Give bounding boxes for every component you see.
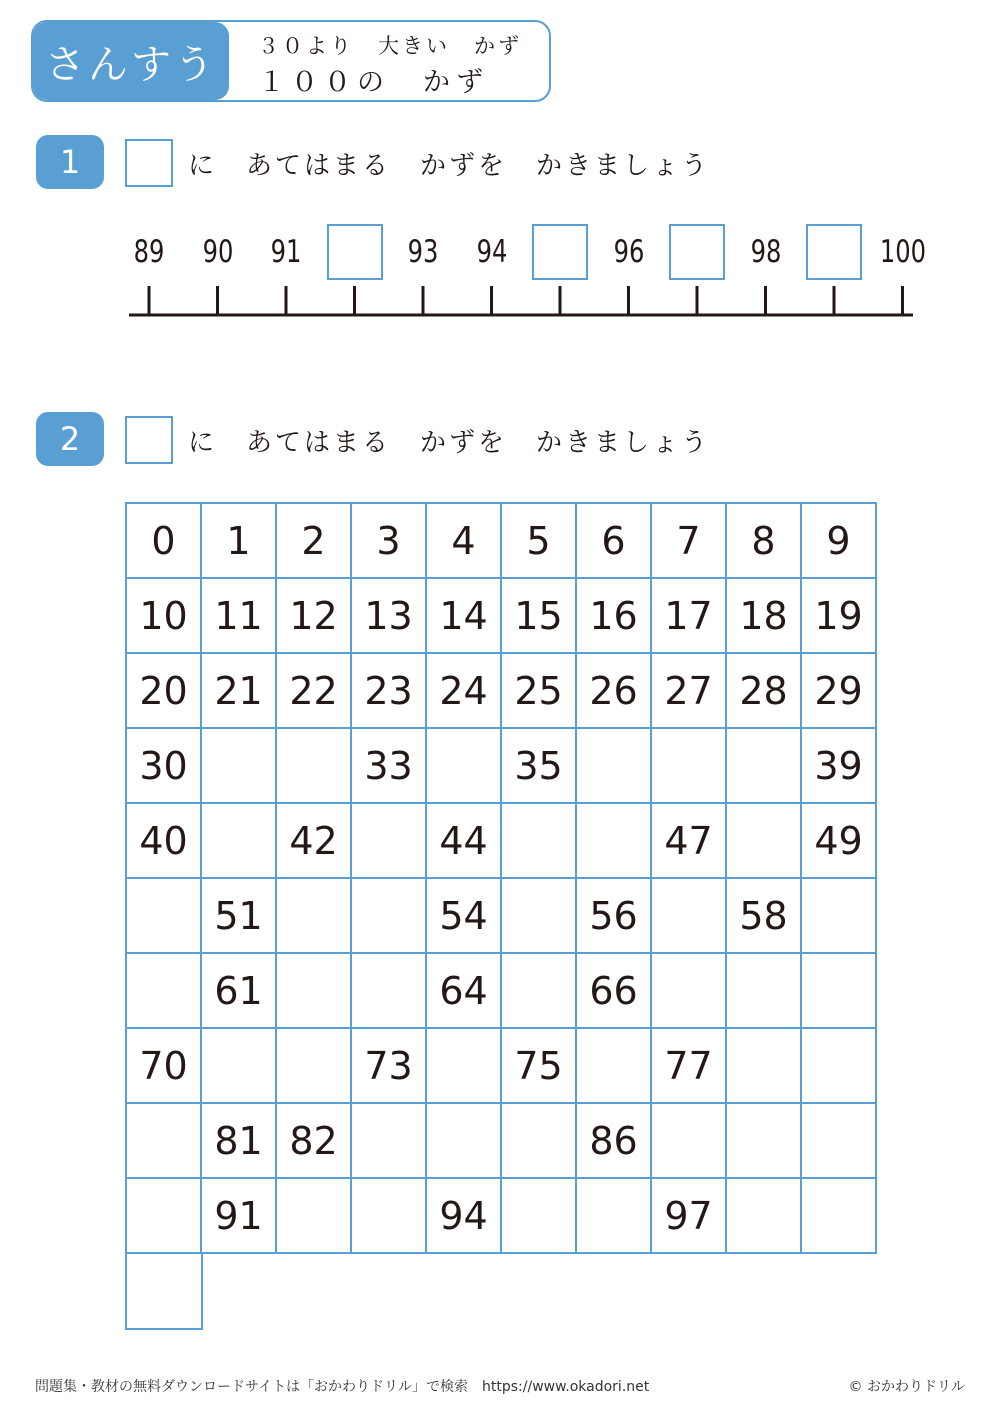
grid-answer-cell[interactable] (127, 879, 202, 954)
grid-number-cell: 51 (202, 879, 277, 954)
grid-answer-cell[interactable] (277, 954, 352, 1029)
grid-number-cell: 77 (652, 1029, 727, 1104)
grid-number-cell: 40 (127, 804, 202, 879)
grid-number-cell: 14 (427, 579, 502, 654)
grid-number-cell: 44 (427, 804, 502, 879)
grid-number-cell: 75 (502, 1029, 577, 1104)
subject-label: さんすう (33, 22, 229, 100)
grid-number-cell: 28 (727, 654, 802, 729)
question-2-box-icon (125, 416, 173, 464)
grid-answer-cell[interactable] (502, 1179, 577, 1254)
grid-number-cell: 82 (277, 1104, 352, 1179)
grid-answer-cell[interactable] (727, 804, 802, 879)
grid-answer-cell[interactable] (577, 729, 652, 804)
grid-number-cell: 10 (127, 579, 202, 654)
grid-number-cell: 42 (277, 804, 352, 879)
grid-number-cell: 12 (277, 579, 352, 654)
grid-answer-cell[interactable] (727, 1104, 802, 1179)
grid-number-cell: 30 (127, 729, 202, 804)
question-2-instruction: に あてはまる かずを かきましょう (188, 428, 711, 458)
grid-number-cell: 6 (577, 504, 652, 579)
grid-answer-cell[interactable] (277, 1179, 352, 1254)
grid-answer-cell[interactable] (802, 1029, 877, 1104)
grid-number-cell: 54 (427, 879, 502, 954)
number-line-label: 90 (202, 234, 233, 270)
number-line-label: 98 (750, 234, 781, 270)
grid-number-cell: 8 (727, 504, 802, 579)
grid-number-cell: 47 (652, 804, 727, 879)
grid-number-cell: 0 (127, 504, 202, 579)
answer-cell-100[interactable] (125, 1253, 203, 1330)
grid-number-cell: 66 (577, 954, 652, 1029)
grid-number-cell: 3 (352, 504, 427, 579)
footer-site-text: 問題集・教材の無料ダウンロードサイトは「おかわりドリル」で検索 https://www.okadori.net (35, 1379, 650, 1395)
grid-answer-cell[interactable] (652, 729, 727, 804)
number-line-label: 96 (613, 234, 644, 270)
grid-number-cell: 70 (127, 1029, 202, 1104)
grid-answer-cell[interactable] (727, 1029, 802, 1104)
grid-answer-cell[interactable] (202, 729, 277, 804)
grid-answer-cell[interactable] (202, 1029, 277, 1104)
grid-answer-cell[interactable] (727, 1179, 802, 1254)
grid-answer-cell[interactable] (502, 1104, 577, 1179)
number-line-answer-box[interactable] (532, 224, 588, 280)
grid-answer-cell[interactable] (577, 804, 652, 879)
grid-answer-cell[interactable] (277, 729, 352, 804)
grid-number-cell: 64 (427, 954, 502, 1029)
grid-answer-cell[interactable] (127, 1104, 202, 1179)
grid-answer-cell[interactable] (652, 1104, 727, 1179)
grid-answer-cell[interactable] (427, 1104, 502, 1179)
grid-number-cell: 81 (202, 1104, 277, 1179)
grid-answer-cell[interactable] (427, 1029, 502, 1104)
footer-copyright: © おかわりドリル (848, 1379, 965, 1395)
number-line-label: 94 (476, 234, 507, 270)
grid-answer-cell[interactable] (577, 1029, 652, 1104)
grid-answer-cell[interactable] (802, 1104, 877, 1179)
grid-answer-cell[interactable] (727, 954, 802, 1029)
grid-number-cell: 19 (802, 579, 877, 654)
grid-answer-cell[interactable] (277, 879, 352, 954)
grid-answer-cell[interactable] (577, 1179, 652, 1254)
number-line-label: 91 (270, 234, 302, 270)
grid-number-cell: 58 (727, 879, 802, 954)
grid-number-cell: 23 (352, 654, 427, 729)
number-line-answer-box[interactable] (669, 224, 725, 280)
grid-number-cell: 2 (277, 504, 352, 579)
worksheet-title: １００の かず (258, 67, 489, 98)
grid-answer-cell[interactable] (802, 954, 877, 1029)
number-line (0, 0, 1000, 340)
grid-number-cell: 73 (352, 1029, 427, 1104)
grid-answer-cell[interactable] (277, 1029, 352, 1104)
grid-number-cell: 35 (502, 729, 577, 804)
grid-number-cell: 25 (502, 654, 577, 729)
question-2-number: 2 (36, 412, 104, 466)
grid-answer-cell[interactable] (352, 1179, 427, 1254)
grid-answer-cell[interactable] (502, 954, 577, 1029)
grid-number-cell: 18 (727, 579, 802, 654)
grid-number-cell: 97 (652, 1179, 727, 1254)
number-line-label: 89 (133, 234, 165, 270)
number-line-answer-box[interactable] (327, 224, 383, 280)
grid-number-cell: 24 (427, 654, 502, 729)
grid-answer-cell[interactable] (202, 804, 277, 879)
grid-answer-cell[interactable] (352, 1104, 427, 1179)
grid-answer-cell[interactable] (352, 954, 427, 1029)
grid-number-cell: 7 (652, 504, 727, 579)
grid-number-cell: 22 (277, 654, 352, 729)
question-1-instruction: に あてはまる かずを かきましょう (188, 151, 711, 181)
number-line-axis (0, 0, 1000, 340)
grid-number-cell: 20 (127, 654, 202, 729)
grid-answer-cell[interactable] (502, 804, 577, 879)
worksheet-subtitle: ３０より 大きい かず (258, 34, 522, 58)
grid-answer-cell[interactable] (652, 954, 727, 1029)
grid-number-cell: 13 (352, 579, 427, 654)
grid-number-cell: 11 (202, 579, 277, 654)
grid-answer-cell[interactable] (127, 954, 202, 1029)
grid-number-cell: 17 (652, 579, 727, 654)
grid-number-cell: 5 (502, 504, 577, 579)
grid-answer-cell[interactable] (802, 1179, 877, 1254)
grid-number-cell: 29 (802, 654, 877, 729)
number-line-answer-box[interactable] (806, 224, 862, 280)
grid-answer-cell[interactable] (802, 879, 877, 954)
hundred-chart (125, 502, 877, 1254)
grid-answer-cell[interactable] (127, 1179, 202, 1254)
grid-number-cell: 16 (577, 579, 652, 654)
grid-number-cell: 9 (802, 504, 877, 579)
grid-number-cell: 91 (202, 1179, 277, 1254)
grid-number-cell: 86 (577, 1104, 652, 1179)
grid-number-cell: 4 (427, 504, 502, 579)
grid-number-cell: 21 (202, 654, 277, 729)
number-line-label: 93 (407, 234, 439, 270)
grid-number-cell: 27 (652, 654, 727, 729)
grid-number-cell: 56 (577, 879, 652, 954)
grid-number-cell: 49 (802, 804, 877, 879)
grid-answer-cell[interactable] (652, 879, 727, 954)
number-line-label: 100 (879, 234, 926, 270)
grid-number-cell: 15 (502, 579, 577, 654)
grid-answer-cell[interactable] (352, 804, 427, 879)
question-1-number: 1 (36, 135, 104, 189)
grid-answer-cell[interactable] (502, 879, 577, 954)
grid-number-cell: 33 (352, 729, 427, 804)
grid-number-cell: 26 (577, 654, 652, 729)
grid-answer-cell[interactable] (427, 729, 502, 804)
grid-answer-cell[interactable] (352, 879, 427, 954)
grid-answer-cell[interactable] (727, 729, 802, 804)
grid-number-cell: 39 (802, 729, 877, 804)
grid-number-cell: 94 (427, 1179, 502, 1254)
grid-number-cell: 61 (202, 954, 277, 1029)
grid-number-cell: 1 (202, 504, 277, 579)
